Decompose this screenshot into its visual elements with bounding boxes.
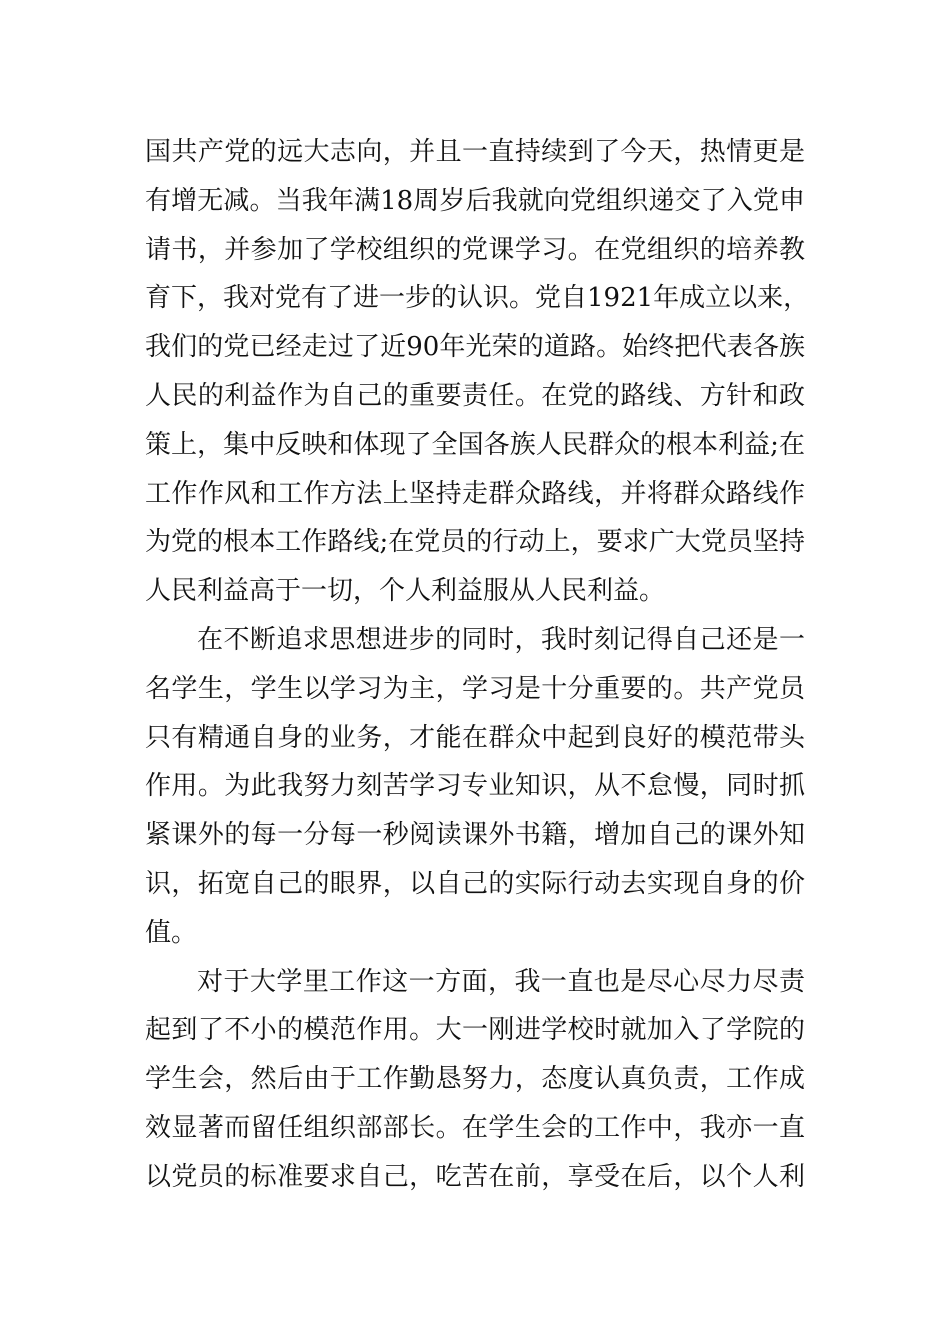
text-line: 工作作风和工作方法上坚持走群众路线，并将群众路线作 <box>145 478 805 509</box>
text-line: 紧课外的每一分每一秒阅读课外书籍，增加自己的课外知 <box>145 820 805 851</box>
body-text <box>145 128 810 1202</box>
text-line: 名学生，学生以学习为主，学习是十分重要的。共产党员 <box>145 673 805 704</box>
text-line: 值。 <box>145 917 198 948</box>
text-line: 以党员的标准要求自己，吃苦在前，享受在后，以个人利 <box>145 1161 805 1192</box>
text-line: 为党的根本工作路线;在党员的行动上，要求广大党员坚持 <box>145 527 805 558</box>
text-line: 起到了不小的模范作用。大一刚进学校时就加入了学院的 <box>145 1015 805 1046</box>
text-line: 策上，集中反映和体现了全国各族人民群众的根本利益;在 <box>145 429 805 460</box>
text-line: 我们的党已经走过了近90年光荣的道路。始终把代表各族 <box>145 332 805 363</box>
text-line: 人民利益高于一切，个人利益服从人民利益。 <box>145 576 666 607</box>
text-line: 学生会，然后由于工作勤恳努力，态度认真负责，工作成 <box>145 1064 805 1095</box>
text-line: 有增无减。当我年满18周岁后我就向党组织递交了入党申 <box>145 185 805 216</box>
paragraph-first-line: 在不断追求思想进步的同时，我时刻记得自己还是一 <box>197 624 805 655</box>
text-line: 只有精通自身的业务，才能在群众中起到良好的模范带头 <box>145 722 805 753</box>
text-line: 育下，我对党有了进一步的认识。党自1921年成立以来， <box>145 283 810 314</box>
text-line: 作用。为此我努力刻苦学习专业知识，从不怠慢，同时抓 <box>145 771 805 802</box>
paragraph-first-line: 对于大学里工作这一方面，我一直也是尽心尽力尽责 <box>197 966 805 997</box>
text-line: 效显著而留任组织部部长。在学生会的工作中，我亦一直 <box>145 1112 805 1143</box>
text-line: 请书，并参加了学校组织的党课学习。在党组织的培养教 <box>145 234 805 265</box>
text-line: 人民的利益作为自己的重要责任。在党的路线、方针和政 <box>145 380 805 411</box>
text-line: 国共产党的远大志向，并且一直持续到了今天，热情更是 <box>145 137 805 167</box>
text-line: 识，拓宽自己的眼界，以自己的实际行动去实现自身的价 <box>145 868 805 899</box>
